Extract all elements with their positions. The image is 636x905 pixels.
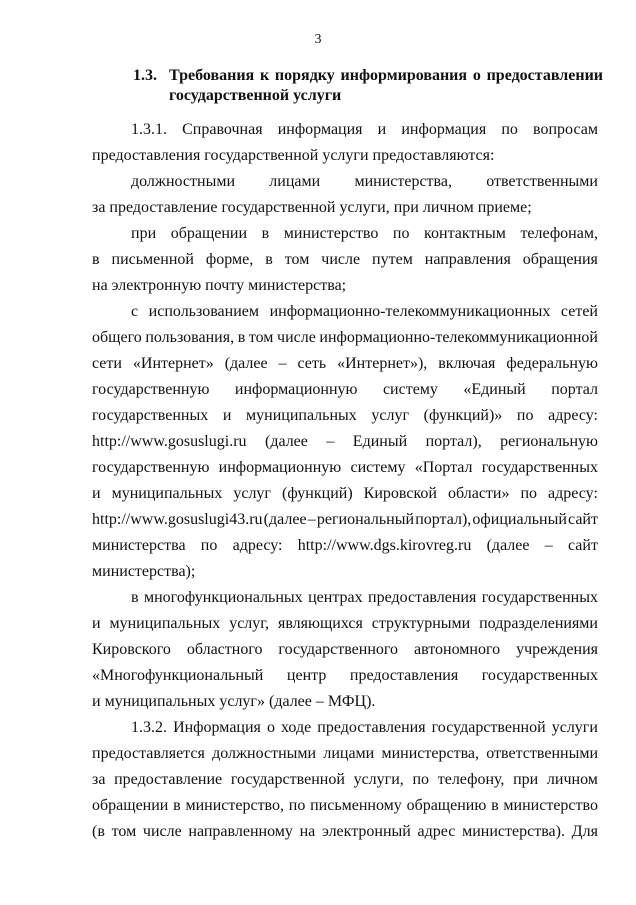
word: числе: [277, 329, 316, 346]
word: портал),: [415, 511, 472, 528]
text-line: за предоставление государственной услуги, при личном приеме;: [92, 199, 532, 216]
text-line: [92, 250, 598, 270]
word: «Многофункциональный: [92, 667, 264, 684]
word: информация: [277, 121, 363, 138]
word: направления: [424, 251, 511, 268]
word: государственной: [230, 771, 345, 788]
word: по: [501, 121, 518, 138]
word: ответственными: [486, 745, 598, 762]
word: министерства,: [354, 173, 452, 190]
word: муниципальных: [246, 407, 357, 424]
word: информационно-телекоммуникационной: [319, 329, 598, 346]
text-line: [92, 666, 598, 686]
word: информационно-телекоммуникационных: [269, 303, 551, 320]
word: адресу:: [548, 407, 598, 424]
section-heading: [133, 66, 603, 106]
word: адресу:: [232, 537, 283, 554]
text-line: [92, 640, 598, 660]
word: том: [284, 251, 310, 268]
word: на: [299, 823, 316, 840]
word: 1.3.1.: [131, 121, 167, 138]
word: по: [520, 485, 538, 502]
word: (функций)»: [423, 407, 503, 424]
word: услуг: [233, 485, 271, 502]
word: с: [131, 303, 139, 320]
text-line: [92, 432, 598, 452]
word: министерства: [92, 537, 186, 554]
word: предоставление: [114, 771, 223, 788]
word: в: [491, 797, 499, 814]
word: при: [513, 771, 539, 788]
word: в: [265, 251, 273, 268]
word: телефонам,: [520, 225, 598, 242]
word: –: [326, 433, 335, 450]
word: по: [392, 225, 410, 242]
section-heading-line-1: [133, 66, 603, 86]
text-line: [92, 796, 598, 816]
word: числе: [321, 251, 361, 268]
word: –: [544, 537, 553, 554]
word: 1.3.2.: [131, 719, 167, 736]
word: обращении: [170, 225, 248, 242]
word: государственную: [92, 459, 210, 476]
word: о: [266, 719, 275, 736]
word: структурными: [371, 615, 471, 632]
word: учреждения: [516, 641, 598, 658]
word: информационную: [218, 459, 342, 476]
word: муниципальных: [109, 615, 221, 632]
section-number: 1.3.: [133, 67, 157, 84]
word: систему: [382, 381, 438, 398]
text-line: [92, 614, 598, 634]
word: http://www.dgs.kirovreg.ru: [297, 537, 472, 554]
word: обращения: [522, 251, 598, 268]
word: должностными: [131, 173, 236, 190]
word: являющихся: [277, 615, 363, 632]
word: в: [237, 329, 246, 346]
word: и: [377, 121, 387, 138]
word: письменному: [310, 797, 402, 814]
word: и: [92, 485, 101, 502]
word: центр: [286, 667, 327, 684]
word: (в: [92, 823, 105, 840]
word: обращению: [406, 797, 487, 814]
word: контактным: [424, 225, 506, 242]
text-line: [131, 302, 598, 322]
word: министерство: [503, 797, 598, 814]
word: –: [307, 511, 316, 528]
word: сайт: [568, 511, 598, 528]
word: в: [173, 797, 181, 814]
word: числе: [142, 823, 182, 840]
word: письменной: [111, 251, 194, 268]
text-line: [92, 354, 598, 374]
word: государственную: [92, 381, 210, 398]
word: портал),: [425, 433, 482, 450]
word: многофункциональных: [143, 589, 303, 606]
word: сайт: [568, 537, 598, 554]
word: (далее: [486, 537, 530, 554]
word: услуг: [371, 407, 410, 424]
word: обращении: [92, 797, 169, 814]
word: (функций): [282, 485, 353, 502]
word: «Единый: [463, 381, 526, 398]
word: информационную: [234, 381, 358, 398]
word: предоставляется: [92, 745, 205, 762]
word: и: [92, 615, 101, 632]
word: «Интернет»: [132, 355, 214, 372]
word: официальный: [472, 511, 567, 528]
text-line: предоставления государственной услуги предоставляются:: [92, 147, 495, 164]
text-line: [92, 770, 598, 790]
word: министерство,: [185, 797, 284, 814]
word: «Интернет»),: [337, 355, 428, 372]
text-line: [131, 172, 598, 192]
word: адресу:: [548, 485, 598, 502]
word: государственного: [278, 641, 399, 658]
word: предоставления: [368, 589, 477, 606]
word: министерство: [283, 225, 379, 242]
section-title-part-1: Требования к порядку информирования о предоставлении: [169, 67, 603, 84]
word: при: [131, 225, 157, 242]
word: муниципальных: [111, 485, 223, 502]
text-line: [92, 406, 598, 426]
word: сетей: [560, 303, 598, 320]
word: Кировского: [92, 641, 171, 658]
word: предоставления: [317, 719, 426, 736]
word: в: [261, 225, 270, 242]
word: области»: [447, 485, 510, 502]
word: сеть: [297, 355, 327, 372]
word: государственных: [481, 459, 598, 476]
text-line: [92, 510, 598, 530]
word: государственных: [481, 667, 598, 684]
word: Информация: [173, 719, 261, 736]
word: Справочная: [182, 121, 263, 138]
word: Для: [571, 823, 598, 840]
word: и: [222, 407, 232, 424]
word: систему: [350, 459, 406, 476]
word: министерства,: [381, 745, 480, 762]
word: министерства).: [462, 823, 565, 840]
word: Единый: [352, 433, 408, 450]
text-line: [92, 744, 598, 764]
section-title-part-2: государственной услуги: [169, 87, 342, 104]
text-line: [131, 588, 598, 608]
word: по: [288, 797, 306, 814]
word: по: [412, 771, 430, 788]
word: том: [111, 823, 137, 840]
word: вопросам: [533, 121, 598, 138]
word: сети: [92, 355, 122, 372]
word: государственной: [431, 719, 546, 736]
text-line: министерства);: [92, 563, 196, 580]
word: адрес: [417, 823, 456, 840]
word: включая: [438, 355, 496, 372]
word: услуг,: [229, 615, 270, 632]
word: (далее: [224, 355, 268, 372]
word: Кировской: [363, 485, 437, 502]
page-number: 3: [314, 32, 322, 47]
word: использованием: [148, 303, 259, 320]
text-line: [92, 536, 598, 556]
word: ходе: [281, 719, 312, 736]
word: направленному: [188, 823, 293, 840]
word: по: [200, 537, 218, 554]
text-line: [92, 328, 598, 348]
word: за: [92, 771, 106, 788]
word: –: [278, 355, 287, 372]
word: лицами: [323, 745, 375, 762]
text-line: [92, 484, 598, 504]
word: в: [92, 251, 100, 268]
word: телефону,: [437, 771, 505, 788]
word: лицами: [269, 173, 321, 190]
word: http://www.gosuslugi43.ru: [92, 511, 263, 528]
word: услуги,: [353, 771, 404, 788]
word: подразделениями: [479, 615, 598, 632]
word: автономного: [413, 641, 501, 658]
word: «Портал: [414, 459, 473, 476]
word: центрах: [308, 589, 363, 606]
word: должностными: [212, 745, 317, 762]
word: (далее: [263, 511, 307, 528]
word: портал: [551, 381, 598, 398]
word: региональную: [500, 433, 598, 450]
text-line: [131, 718, 598, 738]
word: пользования,: [145, 329, 235, 346]
text-line: и муниципальных услуг» (далее – МФЦ).: [92, 693, 376, 710]
word: форме,: [205, 251, 254, 268]
word: путем: [372, 251, 413, 268]
word: областного: [186, 641, 263, 658]
text-line: [92, 380, 598, 400]
word: http://www.gosuslugi.ru: [92, 433, 247, 450]
word: в: [131, 589, 139, 606]
word: личном: [546, 771, 598, 788]
text-line: [131, 120, 598, 140]
word: (далее: [264, 433, 308, 450]
word: государственных: [92, 407, 209, 424]
word: государственных: [481, 589, 598, 606]
word: ответственными: [486, 173, 598, 190]
word: услуги: [551, 719, 598, 736]
text-line: [92, 822, 598, 842]
text-line: на электронную почту министерства;: [92, 277, 347, 294]
text-line: [131, 224, 598, 244]
word: общего: [92, 329, 142, 346]
word: федеральную: [506, 355, 598, 372]
word: том: [248, 329, 274, 346]
word: информация: [401, 121, 487, 138]
word: по: [516, 407, 534, 424]
text-line: [92, 458, 598, 478]
word: предоставления: [349, 667, 459, 684]
word: региональный: [316, 511, 415, 528]
word: электронный: [321, 823, 411, 840]
